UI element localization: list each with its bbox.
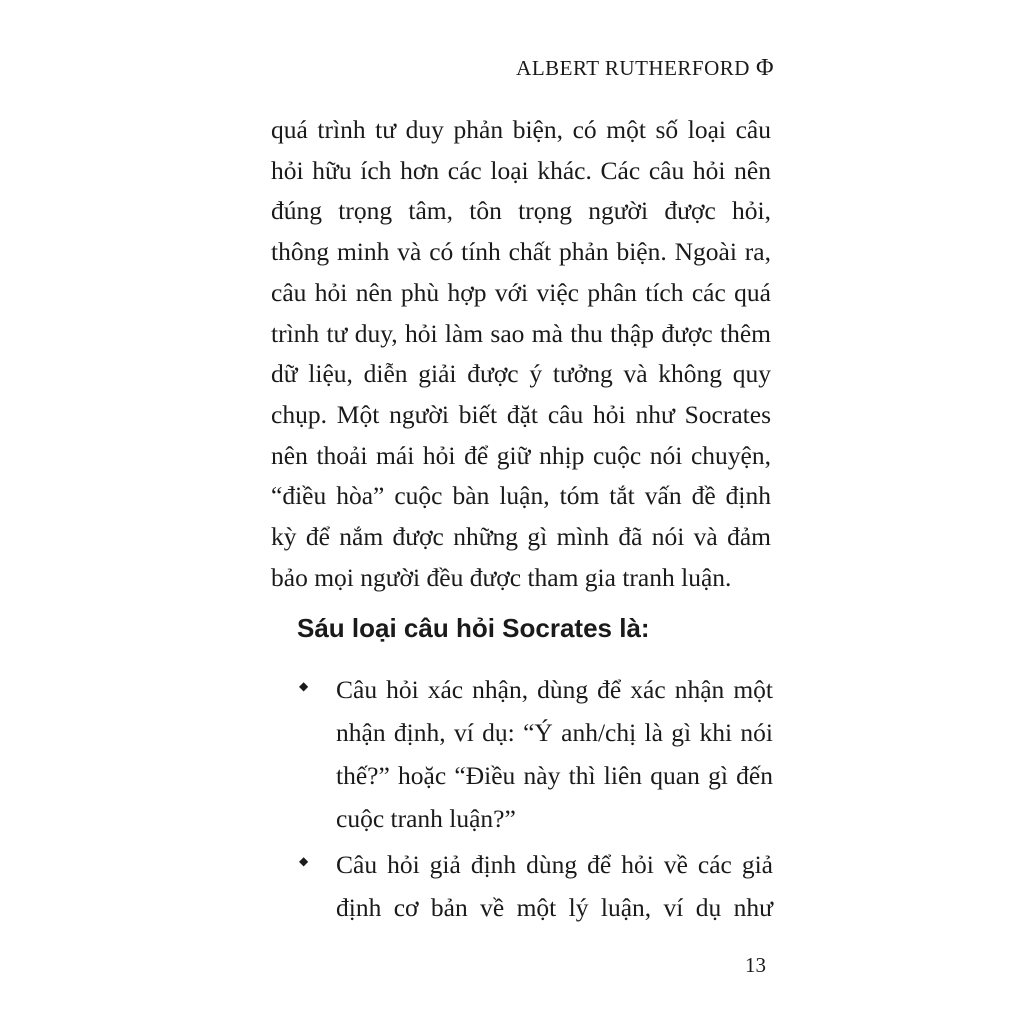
body-paragraph	[271, 110, 771, 598]
paragraph-line: câu hỏi nên phù hợp với việc phân tích các quá	[271, 277, 771, 307]
page-number: 13	[745, 953, 766, 977]
bullet-line: nhận định, ví dụ: “Ý anh/chị là gì khi nói	[336, 718, 773, 747]
bullet-text	[336, 668, 773, 840]
paragraph-line: bảo mọi người đều được tham gia tranh luận.	[271, 562, 732, 592]
paragraph-line: kỳ để nắm được những gì mình đã nói và đảm	[271, 522, 771, 552]
paragraph-line: hỏi hữu ích hơn các loại khác. Các câu hỏi nên	[271, 155, 771, 185]
paragraph-line: dữ liệu, diễn giải được ý tưởng và không quy	[271, 359, 771, 389]
paragraph-line: thông minh và có tính chất phản biện. Ngoài ra,	[271, 237, 771, 267]
section-heading: Sáu loại câu hỏi Socrates là:	[297, 613, 650, 643]
author-name: ALBERT RUTHERFORD	[516, 56, 750, 80]
bullet-text	[336, 843, 773, 929]
paragraph-line: trình tư duy, hỏi làm sao mà thu thập được thêm	[271, 318, 771, 348]
paragraph-line: nên thoải mái hỏi để giữ nhịp cuộc nói chuyện,	[271, 440, 771, 470]
paragraph-line: chụp. Một người biết đặt câu hỏi như Socrates	[271, 399, 771, 429]
paragraph-line: quá trình tư duy phản biện, có một số loại câu	[271, 115, 771, 144]
diamond-bullet-icon: ◆	[299, 679, 309, 693]
running-head	[516, 55, 774, 82]
bullet-line: thế?” hoặc “Điều này thì liên quan gì đến	[336, 761, 773, 790]
paragraph-line: “điều hòa” cuộc bàn luận, tóm tắt vấn đề định	[271, 481, 771, 511]
publisher-logo-icon: Φ	[755, 55, 774, 81]
bullet-line: định cơ bản về một lý luận, ví dụ như	[336, 893, 773, 922]
paragraph-line: đúng trọng tâm, tôn trọng người được hỏi,	[271, 196, 771, 226]
diamond-bullet-icon: ◆	[299, 854, 309, 868]
bullet-line: Câu hỏi giả định dùng để hỏi về các giả	[336, 850, 773, 879]
bullet-line: cuộc tranh luận?”	[336, 804, 516, 833]
bullet-line: Câu hỏi xác nhận, dùng để xác nhận một	[336, 675, 773, 704]
